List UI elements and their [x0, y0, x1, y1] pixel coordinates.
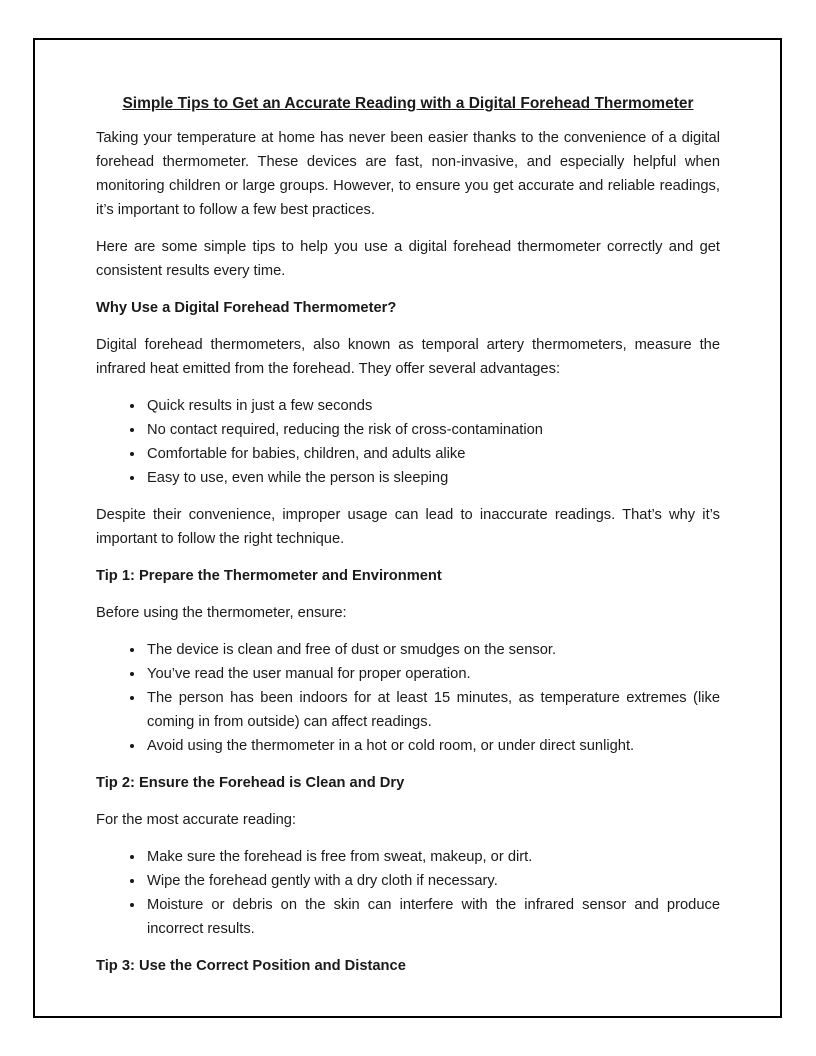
bullet-item: • The device is clean and free of dust or smudges on the sensor.: [145, 638, 720, 662]
bullet-item: • No contact required, reducing the risk of cross-contamination: [145, 418, 720, 442]
intro-paragraph-2: Here are some simple tips to help you use a digital forehead thermometer correctly and get consistent results every time.: [96, 239, 720, 279]
intro-paragraph-1: Taking your temperature at home has never been easier thanks to the convenience of a digital forehead thermometer. These devices are fast, non-invasive, and especially helpful when monitoring children or large groups. However, to ensure you get accurate and reliable readings, it’s important to follow a few best practices.: [96, 130, 720, 218]
section-after-why-use: Despite their convenience, improper usage can lead to inaccurate readings. That’s why it’s important to follow the right technique.: [96, 507, 720, 547]
bullet-item: • Wipe the forehead gently with a dry cloth if necessary.: [145, 869, 720, 893]
bullet-list-tip-1: [96, 638, 720, 758]
bullet-item: • Quick results in just a few seconds: [145, 394, 720, 418]
section-heading-tip-3: Tip 3: Use the Correct Position and Distance: [96, 958, 406, 974]
section-heading-tip-1: Tip 1: Prepare the Thermometer and Environment: [96, 568, 442, 584]
page-title: Simple Tips to Get an Accurate Reading with a Digital Forehead Thermometer: [122, 95, 694, 112]
section-body-tip-2: For the most accurate reading:: [96, 812, 297, 828]
bullet-list-tip-2: [96, 845, 720, 941]
section-body-why-use: Digital forehead thermometers, also known as temporal artery thermometers, measure the infrared heat emitted from the forehead. They offer several advantages:: [96, 337, 720, 377]
bullet-item: • Make sure the forehead is free from sweat, makeup, or dirt.: [145, 845, 720, 869]
bullet-item: • You’ve read the user manual for proper operation.: [145, 662, 720, 686]
bullet-list-advantages: [96, 394, 720, 490]
section-heading-tip-2: Tip 2: Ensure the Forehead is Clean and Dry: [96, 775, 405, 791]
bullet-item: • Easy to use, even while the person is sleeping: [145, 466, 720, 490]
section-body-tip-1: Before using the thermometer, ensure:: [96, 605, 347, 621]
bullet-item: • Comfortable for babies, children, and adults alike: [145, 442, 720, 466]
bullet-item: • The person has been indoors for at least 15 minutes, as temperature extremes (like coming in from outside) can affect readings.: [145, 686, 720, 734]
bullet-item: • Avoid using the thermometer in a hot or cold room, or under direct sunlight.: [145, 734, 720, 758]
document-content: [96, 92, 720, 991]
bullet-item: • Moisture or debris on the skin can interfere with the infrared sensor and produce incorrect results.: [145, 893, 720, 941]
section-heading-why-use: Why Use a Digital Forehead Thermometer?: [96, 300, 397, 316]
